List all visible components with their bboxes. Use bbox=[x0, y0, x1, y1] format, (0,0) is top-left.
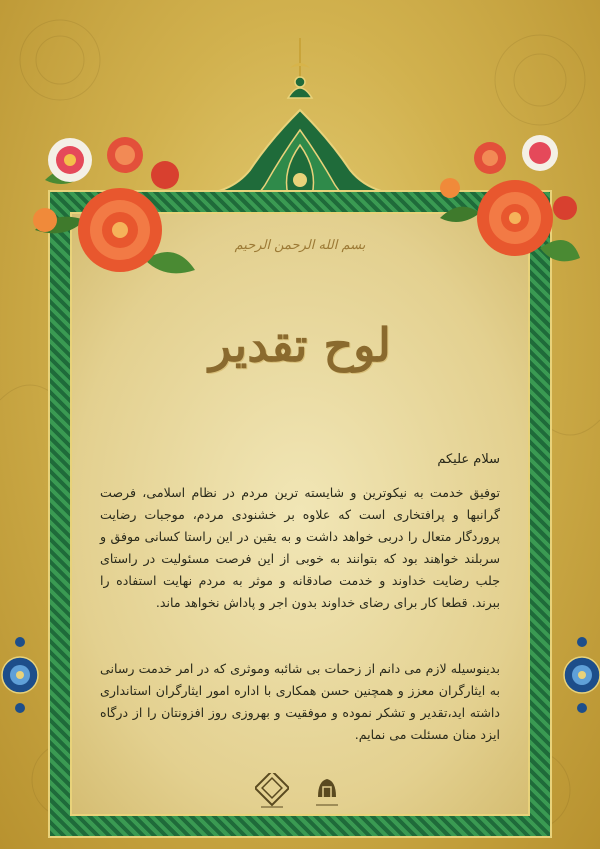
rosette-ornament-icon bbox=[0, 630, 40, 720]
rosette-ornament-icon bbox=[558, 630, 600, 720]
flower-bouquet-icon bbox=[25, 120, 200, 290]
finial-ornament-icon bbox=[286, 38, 314, 108]
body-paragraph-1: توفیق خدمت به نیکوترین و شایسته ترین مردم در نظام اسلامی، فرصت گرانبها و پرافتخاری است که علاوه بر خشنودی مردم، موجبات رضایت پروردگار متعال را دربی خواهد داشت و به یقین در این راستا کسانی موفق و سربلند خواهند بود که بتوانند به خوبی از این فرصت مسئولیت در راستای جلب رضایت خداوند و خدمت صادقانه و موثر به مردم نهایت استفاده را ببرند. قطعا کار برای رضای خداوند بدون اجر و پاداش نخواهد ماند. bbox=[100, 485, 500, 610]
emblem-logo-icon bbox=[255, 773, 289, 811]
flower-bouquet-icon bbox=[430, 128, 580, 278]
organization-logo-icon bbox=[312, 773, 342, 811]
body-paragraph-2: بدینوسیله لازم می دانم از زحمات بی شائبه وموثری که در امر خدمت رسانی به ایثارگران معزز و همچنین حسن همکاری با اداره امور ایثارگران استانداری داشته اید،تقدیر و تشکر نموده و موفقیت و بهروزی روز افزونتان را از درگاه ایزد منان مسئلت می نمایم. bbox=[100, 661, 500, 742]
greeting-text: سلام علیکم bbox=[437, 452, 500, 467]
bismillah-calligraphy: بسم الله الرحمن الرحیم bbox=[234, 238, 366, 253]
page-title: لوح تقدیر bbox=[209, 318, 391, 372]
